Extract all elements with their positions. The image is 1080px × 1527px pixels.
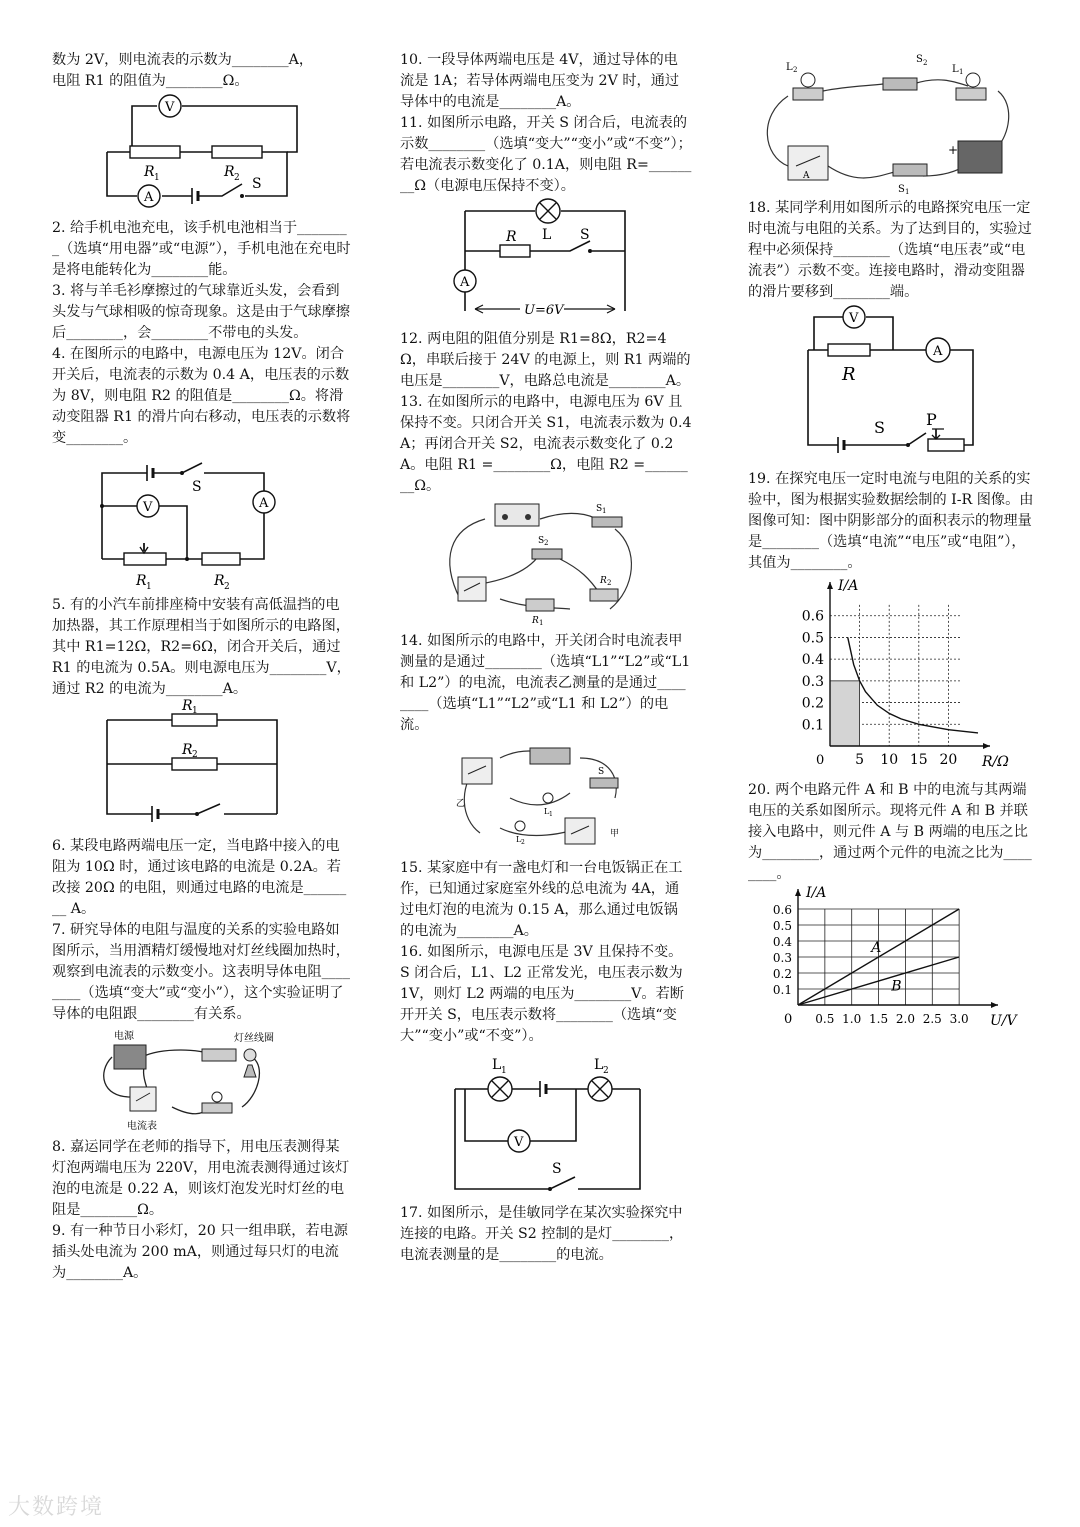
svg-text:R: R xyxy=(144,164,155,180)
resistor-r1-icon xyxy=(526,599,554,611)
y-tick-label: 0.5 xyxy=(801,630,824,647)
switch-s1-icon xyxy=(893,164,927,176)
svg-text:1: 1 xyxy=(549,811,553,818)
series-label-A: A xyxy=(871,940,882,957)
svg-text:S: S xyxy=(596,504,603,514)
svg-text:A: A xyxy=(803,171,810,181)
rheostat-r1 xyxy=(124,553,166,565)
svg-text:乙: 乙 xyxy=(456,799,466,809)
svg-text:V: V xyxy=(514,1135,524,1150)
y-axis-arrow xyxy=(795,889,801,896)
apparatus-q13 xyxy=(400,499,660,627)
svg-text:1: 1 xyxy=(959,68,964,76)
x-tick-label: 2.5 xyxy=(922,1012,942,1026)
column-2 xyxy=(400,50,697,1266)
chart-i-r xyxy=(748,576,1008,776)
question-19: 19. 在探究电压一定时电流与电阻的关系的实验中，图为根据实验数据绘制的 I-R 图像。由图像可知：图中阴影部分的面积表示的物理量是________（选填“电流”“电压”或“电阻”），其值为________。 xyxy=(748,471,1034,571)
svg-text:S: S xyxy=(580,227,590,243)
watermark: 大数跨境 xyxy=(8,1495,105,1520)
circuit-q16 xyxy=(400,1049,660,1199)
circuit-q11 xyxy=(400,199,660,325)
question-2: 2. 给手机电池充电，该手机电池相当于________（选填“用电器”或“电源”），手机电池在充电时是将电能转化为________能。 xyxy=(52,220,351,278)
label-ammeter: 电流表 xyxy=(127,1121,157,1132)
ammeter-jia-icon xyxy=(565,818,595,844)
y-tick-label: 0.3 xyxy=(801,673,824,690)
x-axis-label: R/Ω xyxy=(982,754,1009,770)
question-17: 17. 如图所示，是佳敏同学在某次实验探究中连接的电路。开关 S2 控制的是灯________，电流表测量的是________的电流。 xyxy=(400,1205,684,1263)
chart-i-u xyxy=(748,885,1017,1037)
svg-text:1: 1 xyxy=(192,706,198,716)
svg-text:R: R xyxy=(506,229,517,245)
ammeter-icon xyxy=(130,1087,156,1111)
circuit-q4 xyxy=(52,451,312,591)
x-tick-label: 0.5 xyxy=(815,1012,835,1026)
y-axis-label: I/A xyxy=(838,578,859,594)
y-tick-label: 0.6 xyxy=(801,608,824,625)
svg-text:V: V xyxy=(165,100,175,115)
svg-text:S: S xyxy=(538,536,545,546)
svg-text:L: L xyxy=(492,1057,502,1073)
svg-text:2: 2 xyxy=(607,579,612,587)
svg-text:R: R xyxy=(842,364,856,385)
battery-icon xyxy=(114,1045,146,1069)
resistor-r2-icon xyxy=(590,589,618,601)
svg-text:1: 1 xyxy=(539,619,544,627)
resistor-r1 xyxy=(130,146,180,158)
svg-text:V: V xyxy=(849,311,859,326)
svg-text:P: P xyxy=(926,410,937,429)
battery-icon xyxy=(958,141,1002,173)
question-18: 18. 某同学利用如图所示的电路探究电压一定时电流与电阻的关系。为了达到目的，实验过程中必须保持________（选填“电压表”或“电流表”）示数不变。连接电路时，滑动变阻器的滑片要移到________端。 xyxy=(748,200,1032,300)
svg-text:L: L xyxy=(786,62,793,73)
lamp-l2-icon xyxy=(515,821,525,831)
origin-label: 0 xyxy=(784,1012,793,1027)
svg-text:1: 1 xyxy=(602,507,607,515)
question-4: 4. 在图所示的电路中，电源电压为 12V。闭合开关后，电流表的示数为 0.4 A，电压表的示数为 8V，则电阻 R2 的阻值是________Ω。将滑动变阻器 R1 的滑片向右移动，电压表的示数将变________。 xyxy=(52,346,351,446)
svg-text:R: R xyxy=(224,164,235,180)
svg-text:A: A xyxy=(933,344,943,359)
svg-text:R: R xyxy=(532,616,539,626)
x-tick-label: 10 xyxy=(880,752,899,768)
label-coil: 灯丝线圈 xyxy=(234,1033,274,1044)
svg-text:R: R xyxy=(182,698,193,714)
svg-text:2: 2 xyxy=(793,66,798,74)
label-voltage: U=6V xyxy=(524,303,564,318)
circuit-q1 xyxy=(52,94,312,214)
y-tick-label: 0.5 xyxy=(772,919,792,933)
svg-text:S: S xyxy=(916,54,923,65)
svg-text:1: 1 xyxy=(905,188,910,196)
svg-text:+: + xyxy=(948,143,959,157)
svg-text:R: R xyxy=(182,742,193,758)
bulb-icon xyxy=(212,1092,222,1102)
x-tick-label: 1.0 xyxy=(842,1012,862,1026)
svg-text:A: A xyxy=(259,496,269,511)
svg-text:2: 2 xyxy=(234,173,240,183)
svg-text:S: S xyxy=(252,176,262,192)
svg-text:2: 2 xyxy=(923,59,928,67)
question-16: 16. 如图所示，电源电压是 3V 且保持不变。S 闭合后，L1、L2 正常发光，电压表示数为 1V，则灯 L2 两端的电压为________V。若断开开关 S，电压表示数将________（选填“变大”“变小”或“不变”）。 xyxy=(400,944,688,1044)
resistor-r2 xyxy=(212,146,262,158)
question-9: 9. 有一种节日小彩灯，20 只一组串联，若电源插头处电流为 200 mA，则通过每只灯的电流为________A。 xyxy=(52,1223,348,1281)
column-1 xyxy=(52,50,352,1284)
y-axis-label: I/A xyxy=(806,885,827,901)
column-3 xyxy=(748,50,1038,1041)
svg-text:2: 2 xyxy=(224,582,230,592)
y-tick-label: 0.6 xyxy=(772,903,792,917)
svg-text:L: L xyxy=(542,227,552,243)
question-14: 14. 如图所示的电路中，开关闭合时电流表甲测量的是通过________（选填“L1”“L2”或“L1 和 L2”）的电流，电流表乙测量的是通过________（选填“L1”“L2”或“L1 和 L2”）的电流。 xyxy=(400,633,695,733)
lamp-l2-icon xyxy=(793,88,823,100)
question-8: 8. 嘉运同学在老师的指导下，用电压表测得某灯泡两端电压为 220V，用电流表测得通过该灯泡的电流是 0.22 A，则该灯泡发光时灯丝的电阻是________Ω。 xyxy=(52,1139,350,1218)
coil-icon xyxy=(244,1049,256,1061)
svg-text:S: S xyxy=(192,479,202,495)
y-tick-label: 0.1 xyxy=(772,983,792,997)
ammeter-yi-icon xyxy=(462,758,492,784)
label-power: 电源 xyxy=(114,1031,134,1042)
svg-text:L: L xyxy=(516,835,522,844)
svg-text:L: L xyxy=(594,1057,604,1073)
question-20: 20. 两个电路元件 A 和 B 中的电流与其两端电压的关系如图所示。现将元件 A 和 B 并联接入电路中，则元件 A 与 B 两端的电压之比为________，通过两个元件的电流之比为________。 xyxy=(748,782,1032,882)
svg-text:R: R xyxy=(600,576,607,586)
svg-text:S: S xyxy=(552,1161,562,1177)
svg-text:2: 2 xyxy=(603,1066,609,1076)
y-tick-label: 0.3 xyxy=(772,951,792,965)
apparatus-q17 xyxy=(748,46,1018,194)
series-label-B: B xyxy=(891,978,902,995)
y-axis-arrow xyxy=(827,582,833,589)
question-11: 11. 如图所示电路，开关 S 闭合后，电流表的示数________（选填“变大”“变小”或“不变”）；若电流表示数变化了 0.1A，则电阻 R=________Ω（电源电压保持不变）。 xyxy=(400,115,692,194)
series-line-0 xyxy=(848,637,978,733)
svg-text:1: 1 xyxy=(154,173,160,183)
question-3: 3. 将与羊毛衫摩擦过的气球靠近头发，会看到头发与气球相吸的惊奇现象。这是由于气球摩擦后________，会________不带电的头发。 xyxy=(52,283,350,341)
circuit-q18 xyxy=(748,305,1008,465)
y-tick-label: 0.4 xyxy=(801,652,824,669)
x-axis-label: U/V xyxy=(990,1013,1017,1029)
question-1-tail: 数为 2V，则电流表的示数为________A， 电阻 R1 的阻值为________Ω。 xyxy=(52,52,314,89)
x-tick-label: 5 xyxy=(855,752,865,768)
svg-text:S: S xyxy=(898,184,905,195)
question-15: 15. 某家庭中有一盏电灯和一台电饭锅正在工作，已知通过家庭室外线的总电流为 4A，通过电灯泡的电流为 0.15 A，那么通过电饭锅的电流为________A。 xyxy=(400,860,683,939)
x-tick-label: 15 xyxy=(909,752,928,768)
y-tick-label: 0.2 xyxy=(772,967,792,981)
switch-icon xyxy=(202,1049,236,1061)
svg-text:A: A xyxy=(460,275,470,290)
question-13: 13. 在如图所示的电路中，电源电压为 6V 且保持不变。只闭合开关 S1，电流表示数为 0.4 A；再闭合开关 S2，电流表示数变化了 0.2A。电阻 R1 =________Ω，电阻 R2 =________Ω。 xyxy=(400,394,697,494)
x-axis-arrow xyxy=(991,1002,998,1008)
y-tick-label: 0.1 xyxy=(801,717,824,734)
switch-s2-icon xyxy=(532,549,562,559)
switch-icon xyxy=(590,778,618,788)
y-tick-label: 0.4 xyxy=(772,935,792,949)
question-6: 6. 某段电路两端电压一定，当电路中接入的电阻为 10Ω 时，通过该电路的电流是 0.2A。若改接 20Ω 的电阻，则通过电路的电流是________ A。 xyxy=(52,838,347,917)
svg-text:2: 2 xyxy=(521,839,525,846)
resistor-r xyxy=(500,245,530,257)
question-10: 10. 一段导体两端电压是 4V，通过导体的电流是 1A；若导体两端电压变为 2V 时，通过导体中的电流是________A。 xyxy=(400,52,680,110)
x-tick-label: 3.0 xyxy=(949,1012,969,1026)
lamp-l1-icon xyxy=(543,793,553,803)
question-7: 7. 研究导体的电阻与温度的关系的实验电路如图所示，当用酒精灯缓慢地对灯丝线圈加热时，观察到电流表的示数变小。这表明导体电阻________（选填“变大”或“变小”），这个实验证明了导体的电阻跟________有关系。 xyxy=(52,922,350,1022)
ammeter-icon xyxy=(458,577,486,601)
resistor-r2 xyxy=(202,553,240,565)
apparatus-q7 xyxy=(52,1027,312,1133)
x-tick-label: 20 xyxy=(939,752,958,768)
rheostat xyxy=(928,439,964,451)
svg-text:R: R xyxy=(214,573,225,589)
x-tick-label: 1.5 xyxy=(869,1012,889,1026)
svg-text:A: A xyxy=(144,190,154,205)
svg-text:1: 1 xyxy=(501,1066,507,1076)
x-axis-arrow xyxy=(983,743,990,749)
question-12: 12. 两电阻的阻值分别是 R1=8Ω，R2=4Ω，串联后接于 24V 的电源上，则 R1 两端的电压是________V，电路总电流是________A。 xyxy=(400,331,691,389)
svg-text:L: L xyxy=(544,807,550,816)
svg-text:S: S xyxy=(874,418,885,437)
switch-s1-icon xyxy=(592,517,622,527)
svg-text:2: 2 xyxy=(544,539,549,547)
lamp-l1-icon xyxy=(956,88,986,100)
x-tick-label: 2.0 xyxy=(895,1012,915,1026)
power-supply-icon xyxy=(495,504,539,526)
svg-text:1: 1 xyxy=(146,582,152,592)
origin-label: 0 xyxy=(816,753,825,768)
svg-text:2: 2 xyxy=(192,750,198,760)
y-tick-label: 0.2 xyxy=(801,695,824,712)
switch-s2-icon xyxy=(883,78,917,90)
svg-text:L: L xyxy=(952,64,959,75)
circuit-q5 xyxy=(52,698,312,832)
svg-text:R: R xyxy=(136,573,147,589)
battery-icon xyxy=(530,748,570,764)
svg-text:甲: 甲 xyxy=(610,829,620,839)
resistor-r xyxy=(828,344,870,356)
apparatus-q14 xyxy=(400,738,660,854)
question-5: 5. 有的小汽车前排座椅中安装有高低温挡的电加热器，其工作原理相当于如图所示的电路图，其中 R1=12Ω，R2=6Ω，闭合开关后，通过 R1 的电流为 0.5A。则电源电压为________V，通过 R2 的电流为________A。 xyxy=(52,597,351,697)
shaded-area xyxy=(830,681,860,746)
svg-text:V: V xyxy=(143,500,153,515)
svg-text:S: S xyxy=(598,767,605,777)
